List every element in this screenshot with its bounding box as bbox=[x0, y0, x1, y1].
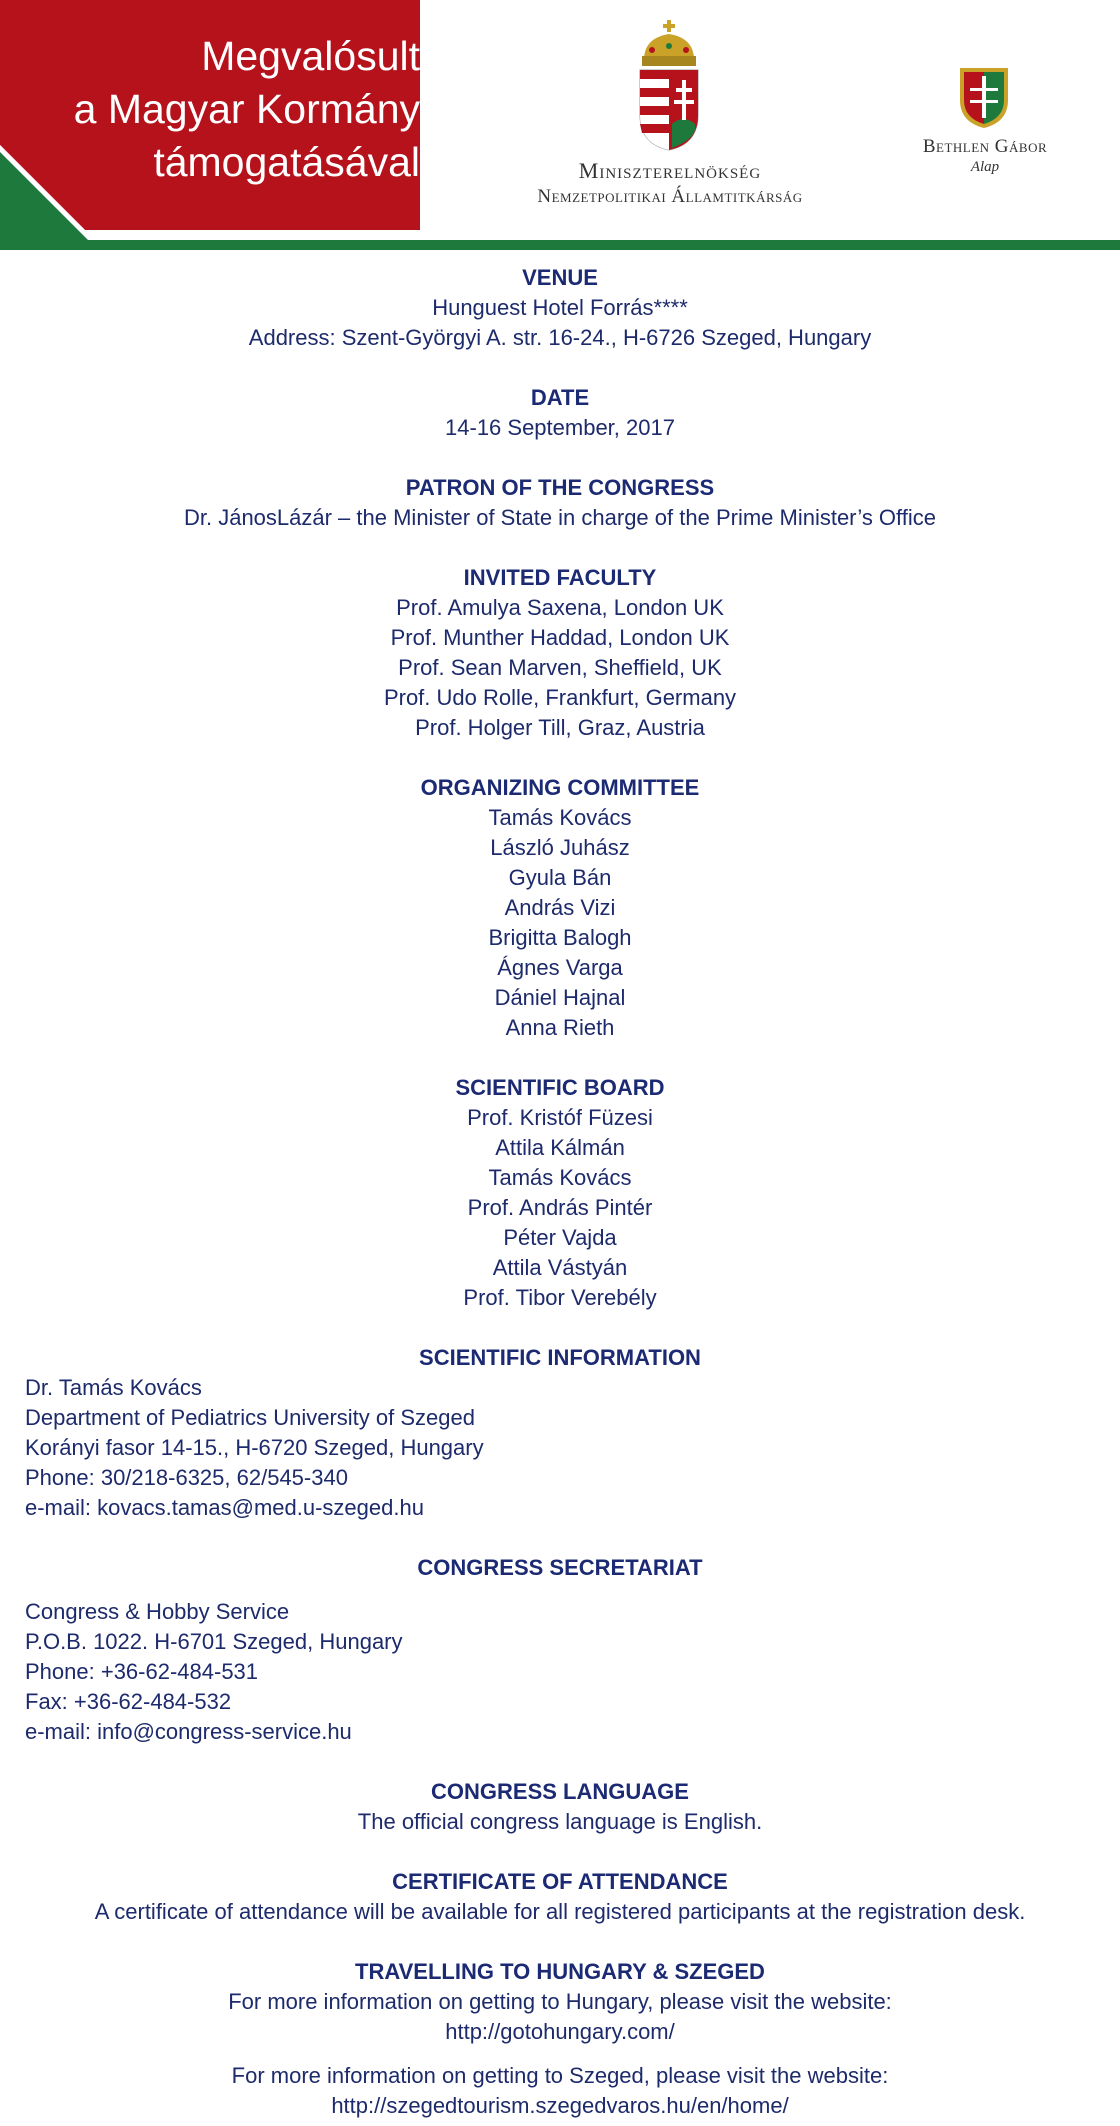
venue-line: Address: Szent-Györgyi A. str. 16-24., H-6726 Szeged, Hungary bbox=[248, 325, 872, 350]
section-heading: CONGRESS SECRETARIAT bbox=[417, 1555, 703, 1580]
committee-member: Brigitta Balogh bbox=[488, 925, 632, 950]
header-divider bbox=[0, 240, 1120, 250]
certificate-line: A certificate of attendance will be available for all registered participants at the registration desk. bbox=[94, 1899, 1026, 1924]
ministry-name bbox=[480, 158, 860, 208]
banner-line: a Magyar Kormány bbox=[73, 86, 420, 132]
committee-member: András Vizi bbox=[504, 895, 616, 920]
faculty-member: Prof. Munther Haddad, London UK bbox=[390, 625, 730, 650]
board-member: Prof. András Pintér bbox=[467, 1195, 653, 1220]
section-heading: INVITED FACULTY bbox=[463, 565, 657, 590]
board-member: Tamás Kovács bbox=[488, 1165, 632, 1190]
section-heading: SCIENTIFIC INFORMATION bbox=[419, 1345, 701, 1370]
szeged-travel-info bbox=[25, 2061, 1095, 2121]
venue-section bbox=[25, 263, 1095, 353]
committee-member: Tamás Kovács bbox=[488, 805, 632, 830]
scientific-information-section bbox=[25, 1343, 1095, 1523]
section-heading: CONGRESS LANGUAGE bbox=[431, 1779, 689, 1804]
section-heading: PATRON OF THE CONGRESS bbox=[405, 475, 715, 500]
board-member: Prof. Kristóf Füzesi bbox=[467, 1105, 653, 1130]
contact-line: Congress & Hobby Service bbox=[25, 1599, 290, 1624]
date-line: 14-16 September, 2017 bbox=[445, 415, 675, 440]
ministry-subline: Nemzetpolitikai Államtitkárság bbox=[537, 186, 803, 207]
section-heading: VENUE bbox=[522, 265, 598, 290]
board-member: Attila Kálmán bbox=[495, 1135, 625, 1160]
bethlen-gabor-alap-logo-icon bbox=[956, 64, 1012, 130]
board-member: Péter Vajda bbox=[503, 1225, 617, 1250]
section-heading: DATE bbox=[530, 385, 590, 410]
banner-line: Megvalósult bbox=[201, 33, 420, 79]
bga-subtitle: Alap bbox=[970, 159, 1000, 175]
venue-line: Hunguest Hotel Forrás**** bbox=[432, 295, 688, 320]
support-banner-text bbox=[74, 30, 420, 189]
faculty-member: Prof. Amulya Saxena, London UK bbox=[396, 595, 724, 620]
travel-section bbox=[25, 1957, 1095, 2121]
committee-member: László Juhász bbox=[490, 835, 630, 860]
committee-member: Ágnes Varga bbox=[497, 955, 623, 980]
section-heading: TRAVELLING TO HUNGARY & SZEGED bbox=[355, 1959, 765, 1984]
committee-section bbox=[25, 773, 1095, 1043]
board-member: Prof. Tibor Verebély bbox=[463, 1285, 657, 1310]
contact-line: P.O.B. 1022. H-6701 Szeged, Hungary bbox=[25, 1629, 403, 1654]
contact-line: Phone: +36-62-484-531 bbox=[25, 1659, 259, 1684]
contact-line: Department of Pediatrics University of Szeged bbox=[25, 1405, 475, 1430]
contact-line: Korányi fasor 14-15., H-6720 Szeged, Hungary bbox=[25, 1435, 484, 1460]
szegedtourism-link[interactable]: http://szegedtourism.szegedvaros.hu/en/home/ bbox=[331, 2093, 789, 2118]
certificate-section bbox=[25, 1867, 1095, 1927]
board-member: Attila Vástyán bbox=[492, 1255, 628, 1280]
section-heading: CERTIFICATE OF ATTENDANCE bbox=[392, 1869, 728, 1894]
patron-line: Dr. JánosLázár – the Minister of State in charge of the Prime Minister’s Office bbox=[183, 505, 936, 530]
contact-line: Phone: 30/218-6325, 62/545-340 bbox=[25, 1465, 348, 1490]
section-heading: ORGANIZING COMMITTEE bbox=[420, 775, 700, 800]
patron-section bbox=[25, 473, 1095, 533]
language-line: The official congress language is English. bbox=[357, 1809, 763, 1834]
contact-line: e-mail: kovacs.tamas@med.u-szeged.hu bbox=[25, 1495, 424, 1520]
bethlen-gabor-alap-name bbox=[900, 136, 1070, 176]
date-section bbox=[25, 383, 1095, 443]
committee-member: Gyula Bán bbox=[508, 865, 612, 890]
secretariat-details bbox=[25, 1597, 1095, 1747]
hungarian-coat-of-arms-icon bbox=[636, 20, 702, 152]
faculty-section bbox=[25, 563, 1095, 743]
bga-title: Bethlen Gábor bbox=[922, 136, 1048, 157]
section-heading: SCIENTIFIC BOARD bbox=[455, 1075, 665, 1100]
board-section bbox=[25, 1073, 1095, 1313]
contact-line: e-mail: info@congress-service.hu bbox=[25, 1719, 352, 1744]
language-section bbox=[25, 1777, 1095, 1837]
page-header bbox=[0, 0, 1120, 250]
secretariat-section bbox=[25, 1553, 1095, 1747]
banner-line: támogatásával bbox=[153, 139, 420, 185]
contact-line: Dr. Tamás Kovács bbox=[25, 1375, 202, 1400]
contact-line: Fax: +36-62-484-532 bbox=[25, 1689, 232, 1714]
ministry-line: Miniszterelnökség bbox=[578, 158, 762, 183]
congress-info bbox=[0, 250, 1120, 2121]
committee-member: Dániel Hajnal bbox=[494, 985, 626, 1010]
faculty-member: Prof. Holger Till, Graz, Austria bbox=[415, 715, 705, 740]
faculty-member: Prof. Sean Marven, Sheffield, UK bbox=[398, 655, 722, 680]
travel-text: For more information on getting to Szeged, please visit the website: bbox=[231, 2063, 889, 2088]
committee-member: Anna Rieth bbox=[505, 1015, 615, 1040]
travel-text: For more information on getting to Hungary, please visit the website: bbox=[228, 1989, 892, 2014]
faculty-member: Prof. Udo Rolle, Frankfurt, Germany bbox=[383, 685, 737, 710]
gotohungary-link[interactable]: http://gotohungary.com/ bbox=[445, 2019, 675, 2044]
